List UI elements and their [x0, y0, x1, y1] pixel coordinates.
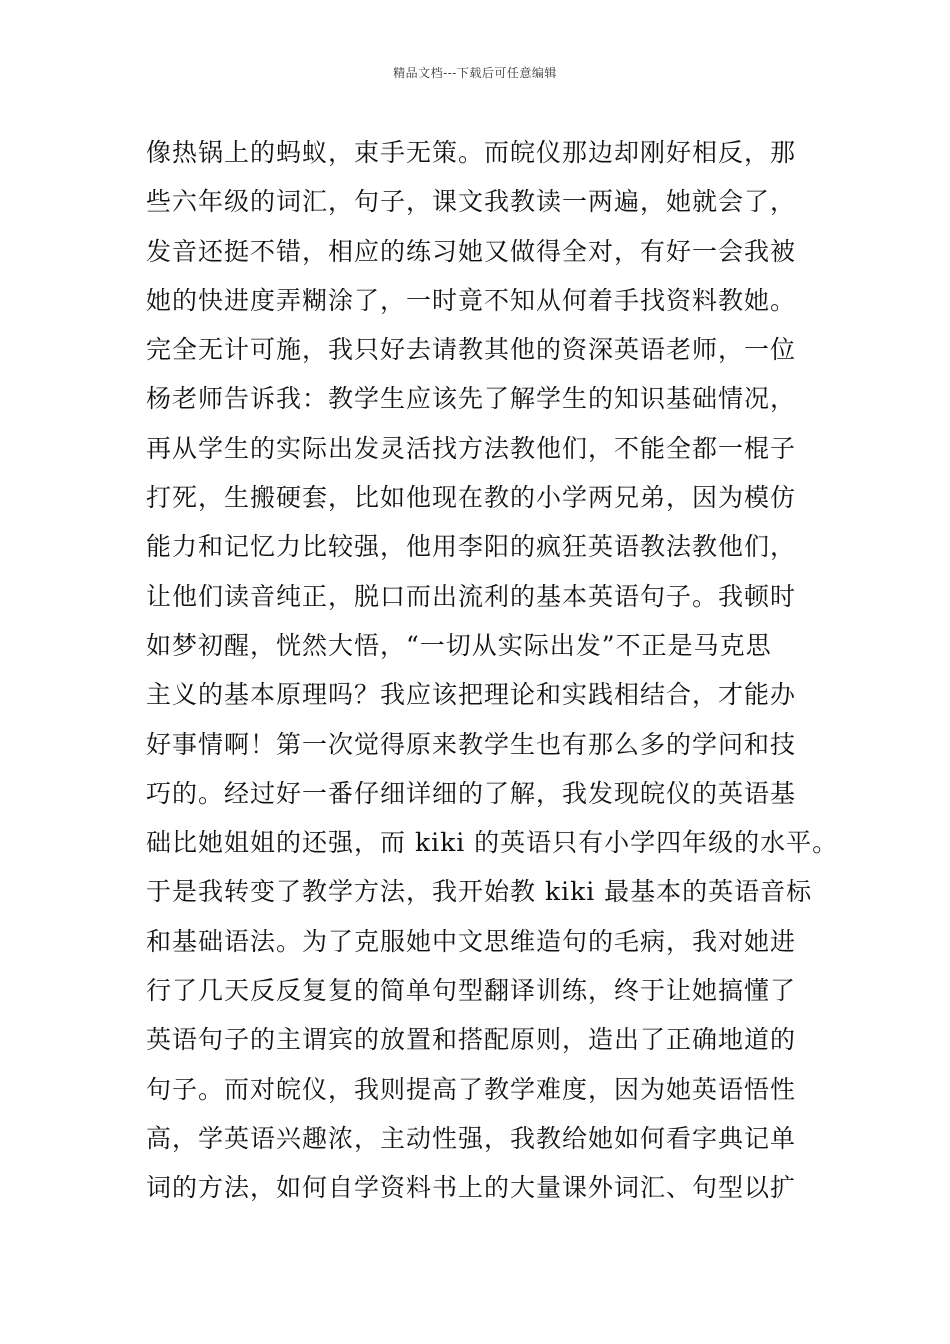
text-line: 她的快进度弄糊涂了，一时竟不知从何着手找资料教她。 — [146, 285, 797, 315]
text-line: 主义的基本原理吗？我应该把理论和实践相结合，才能办 — [146, 680, 797, 710]
text-line: 完全无计可施，我只好去请教其他的资深英语老师，一位 — [146, 335, 797, 365]
text-line: 些六年级的词汇，句子，课文我教读一两遍，她就会了， — [146, 187, 797, 217]
text-line: 如梦初醒，恍然大悟，“一切从实际出发”不正是马克思 — [146, 630, 772, 660]
text-line: 杨老师告诉我：教学生应该先了解学生的知识基础情况， — [146, 384, 797, 414]
text-line: 再从学生的实际出发灵活找方法教他们，不能全都一棍子 — [146, 433, 797, 463]
text-line: 发音还挺不错，相应的练习她又做得全对，有好一会我被 — [146, 236, 797, 266]
text-line: 像热锅上的蚂蚁，束手无策。而皖仪那边却刚好相反，那 — [146, 138, 797, 167]
text-line: 于是我转变了教学方法，我开始教 kiki 最基本的英语音标 — [146, 877, 813, 907]
text-line: 词的方法，如何自学资料书上的大量课外词汇、句型以扩 — [146, 1173, 797, 1203]
text-line: 巧的。经过好一番仔细详细的了解，我发现皖仪的英语基 — [146, 778, 797, 808]
text-line: 能力和记忆力比较强，他用李阳的疯狂英语教法教他们， — [146, 532, 797, 562]
text-line: 句子。而对皖仪，我则提高了教学难度，因为她英语悟性 — [146, 1074, 797, 1104]
page-header: 精品文档---下载后可任意编辑 — [393, 66, 557, 80]
text-line: 和基础语法。为了克服她中文思维造句的毛病，我对她进 — [146, 926, 797, 956]
text-line: 让他们读音纯正，脱口而出流利的基本英语句子。我顿时 — [146, 581, 797, 611]
body-paragraph — [146, 128, 839, 1213]
text-line: 础比她姐姐的还强，而 kiki 的英语只有小学四年级的水平。 — [146, 828, 839, 858]
text-line: 好事情啊！第一次觉得原来教学生也有那么多的学问和技 — [146, 729, 797, 759]
text-line: 高，学英语兴趣浓，主动性强，我教给她如何看字典记单 — [146, 1123, 797, 1153]
text-line: 英语句子的主谓宾的放置和搭配原则，造出了正确地道的 — [146, 1025, 797, 1055]
text-line: 打死，生搬硬套，比如他现在教的小学两兄弟，因为模仿 — [146, 483, 797, 513]
text-line: 行了几天反反复复的简单句型翻译训练，终于让她搞懂了 — [146, 976, 797, 1006]
